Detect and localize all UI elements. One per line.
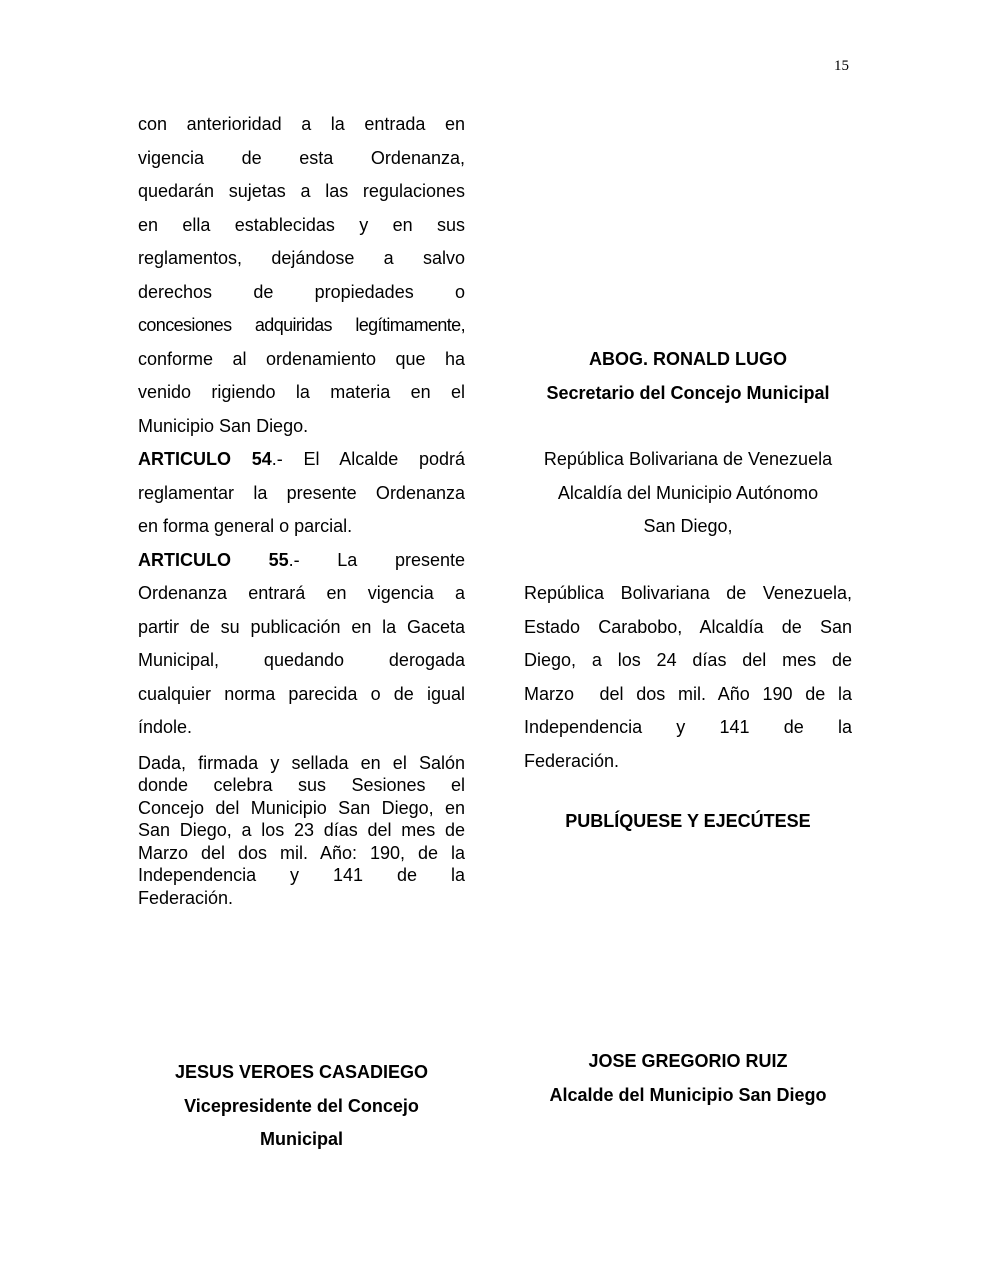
text-line: Marzo del dos mil. Año 190 de la xyxy=(524,683,852,704)
article-55-label-word: ARTICULO xyxy=(138,549,231,570)
text-line: Independencia y 141 de la xyxy=(524,717,852,737)
text-line: Municipal, quedando derogada xyxy=(138,650,465,670)
text-line: conforme al ordenamiento que ha xyxy=(138,348,465,369)
text-line: quedarán sujetas a las regulaciones xyxy=(138,181,465,201)
text-line: Marzo del dos mil. Año: 190, de la xyxy=(138,842,465,863)
secretary-signature xyxy=(524,343,852,410)
executive-header xyxy=(524,443,852,544)
text-line: Concejo del Municipio San Diego, en xyxy=(138,797,465,818)
publish-heading: PUBLÍQUESE Y EJECÚTESE xyxy=(565,811,811,831)
text-line: Ordenanza entrará en vigencia a xyxy=(138,583,465,603)
article-54 xyxy=(138,443,465,544)
text-line: concesiones adquiridas legítimamente, xyxy=(138,315,465,335)
text-line: cualquier norma parecida o de igual xyxy=(138,683,465,704)
text-line: partir de su publicación en la Gaceta xyxy=(138,616,465,637)
text-line: Diego, a los 24 días del mes de xyxy=(524,650,852,670)
text-line: derechos de propiedades o xyxy=(138,281,465,302)
text-line: Dada, firmada y sellada en el Salón xyxy=(138,752,465,773)
vicepresident-title: Vicepresidente del Concejo xyxy=(184,1095,419,1116)
mayor-signature xyxy=(524,1045,852,1112)
secretary-title: Secretario del Concejo Municipal xyxy=(546,382,830,403)
article-55-first-line xyxy=(138,544,465,578)
text-line: Estado Carabobo, Alcaldía de San xyxy=(524,616,852,637)
text-fragment: La xyxy=(337,549,358,570)
text-line: reglamentar la presente Ordenanza xyxy=(138,482,465,503)
date-paragraph xyxy=(524,577,852,778)
text-line: Municipio San Diego. xyxy=(138,415,309,436)
article-55 xyxy=(138,544,465,745)
text-fragment: .- xyxy=(288,549,300,570)
header-line: Alcaldía del Municipio Autónomo xyxy=(557,482,819,503)
text-line: con anterioridad a la entrada en xyxy=(138,114,465,134)
header-line: República Bolivariana de Venezuela xyxy=(543,449,833,469)
text-line: en forma general o parcial. xyxy=(138,516,353,536)
article-54-first-line xyxy=(138,443,465,477)
closing-paragraph xyxy=(138,752,465,910)
text-fragment: presente xyxy=(394,549,465,570)
left-column xyxy=(138,108,465,909)
mayor-name: JOSE GREGORIO RUIZ xyxy=(588,1051,788,1071)
text-line: Independencia y 141 de la xyxy=(138,865,465,885)
continuation-paragraph xyxy=(138,108,465,443)
text-line: índole. xyxy=(138,717,193,737)
text-line: San Diego, a los 23 días del mes de xyxy=(138,820,465,840)
mayor-title: Alcalde del Municipio San Diego xyxy=(549,1084,827,1105)
secretary-name: ABOG. RONALD LUGO xyxy=(589,349,787,369)
text-line: donde celebra sus Sesiones el xyxy=(138,775,465,795)
text-fragment: .- El Alcalde podrá xyxy=(271,449,465,469)
text-line: reglamentos, dejándose a salvo xyxy=(138,248,465,268)
vicepresident-title: Municipal xyxy=(259,1129,343,1149)
text-line: Federación. xyxy=(524,750,620,771)
text-line: en ella establecidas y en sus xyxy=(138,214,465,235)
vicepresident-name: JESUS VEROES CASADIEGO xyxy=(174,1062,429,1082)
vicepresident-signature xyxy=(138,1056,465,1157)
article-54-label: ARTICULO 54 xyxy=(138,449,272,469)
text-line: República Bolivariana de Venezuela, xyxy=(524,583,852,603)
article-55-label-num: 55 xyxy=(268,549,289,570)
text-line: vigencia de esta Ordenanza, xyxy=(138,147,465,168)
text-line: venido rigiendo la materia en el xyxy=(138,382,465,402)
text-line: Federación. xyxy=(138,887,234,908)
header-line: San Diego, xyxy=(643,516,733,536)
page-number: 15 xyxy=(834,58,849,74)
